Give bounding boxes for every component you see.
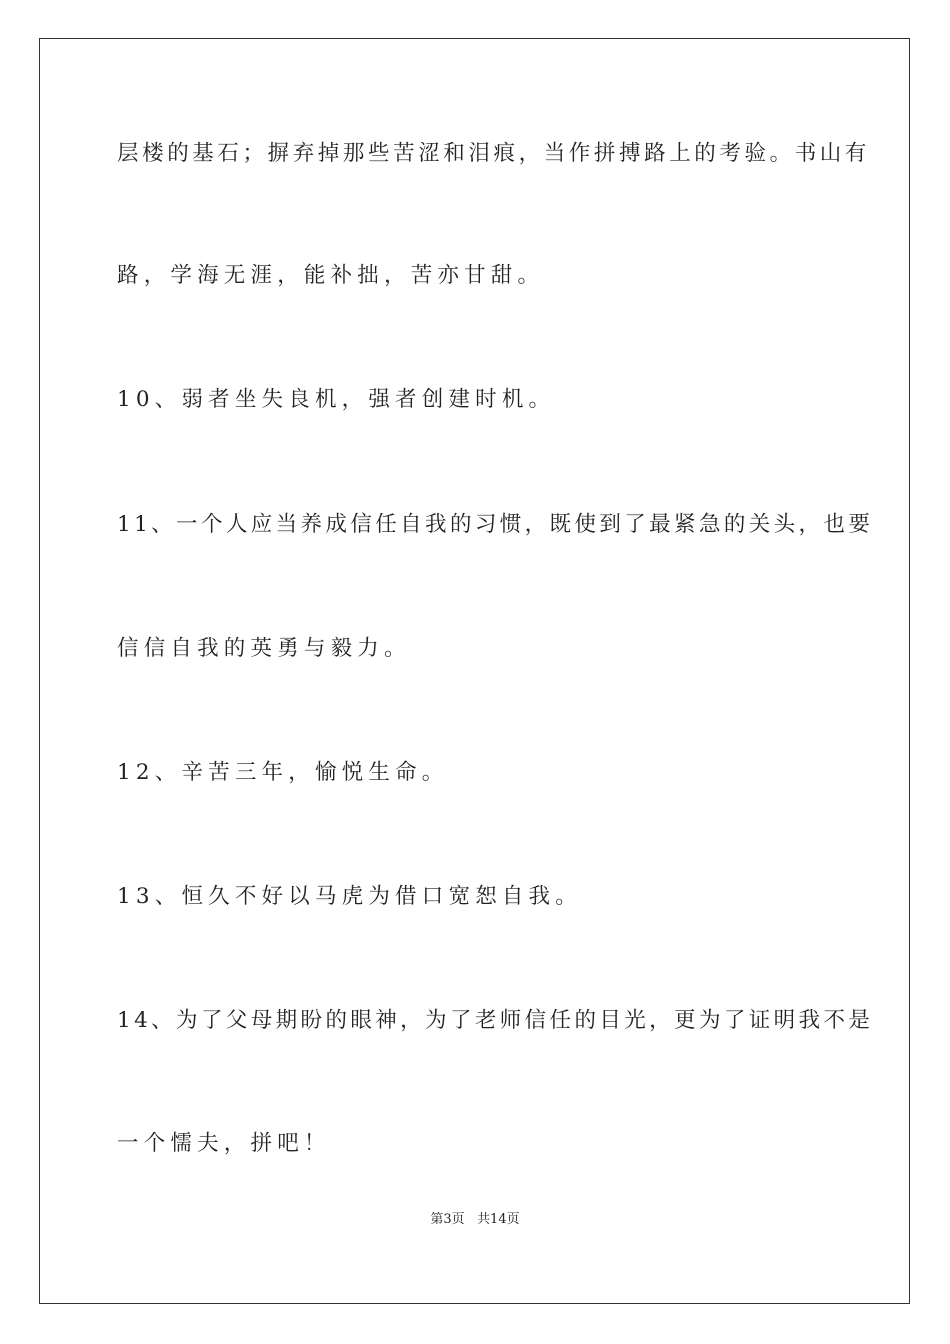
text-line: 10、弱者坐失良机，强者创建时机。 bbox=[117, 387, 556, 412]
text-line: 一个懦夫，拼吧！ bbox=[117, 1131, 331, 1156]
text-line: 14、为了父母期盼的眼神，为了老师信任的目光，更为了证明我不是 bbox=[117, 1008, 874, 1033]
page-number-footer: 第3页 共14页 bbox=[430, 1212, 520, 1227]
text-line: 路，学海无涯，能补拙，苦亦甘甜。 bbox=[117, 263, 545, 288]
text-line: 信信自我的英勇与毅力。 bbox=[117, 636, 411, 661]
text-line: 12、辛苦三年，愉悦生命。 bbox=[117, 760, 449, 785]
text-line: 13、恒久不好以马虎为借口宽恕自我。 bbox=[117, 884, 582, 909]
page-frame bbox=[39, 38, 910, 1304]
text-line: 层楼的基石；摒弃掉那些苦涩和泪痕，当作拼搏路上的考验。书山有 bbox=[117, 141, 871, 166]
text-line: 11、一个人应当养成信任自我的习惯，既使到了最紧急的关头，也要 bbox=[117, 512, 874, 537]
